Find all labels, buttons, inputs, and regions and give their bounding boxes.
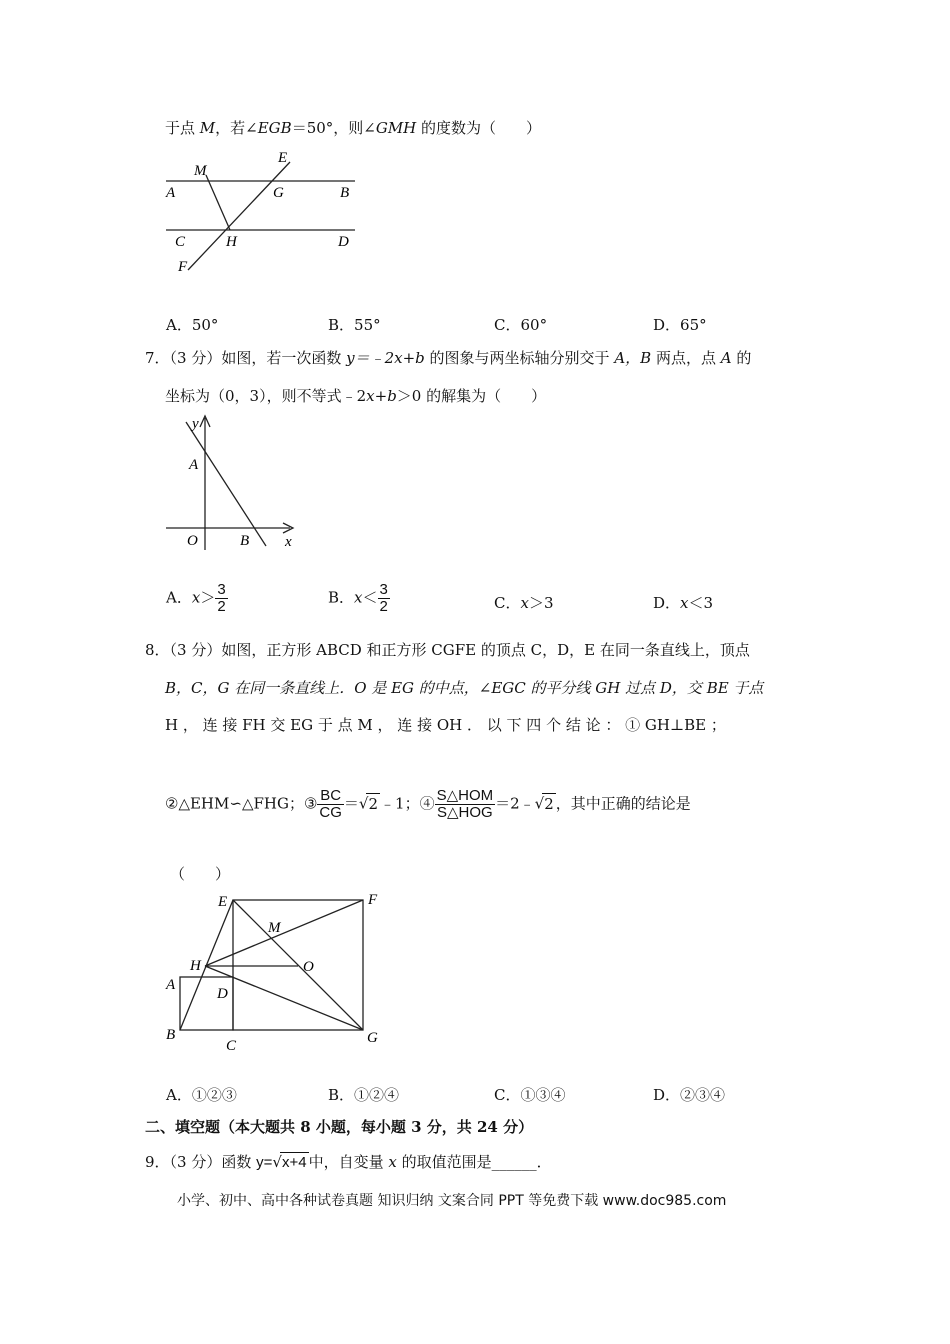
q8-fraction-den: CG — [319, 804, 342, 821]
q6-label-H: H — [226, 234, 237, 250]
q8-label-F: F — [368, 892, 378, 908]
q7-text: 的 — [731, 349, 752, 367]
q7-option-text: ＞3 — [528, 594, 554, 612]
q8-label-G: G — [367, 1030, 378, 1046]
q7-text: ＞0 的解集为（ ） — [396, 387, 547, 405]
q7-text: x — [366, 387, 375, 405]
q7-text: 坐标为（0，3），则不等式﹣2 — [165, 387, 367, 405]
q7-label-x: x — [285, 534, 292, 550]
q7-text: y＝﹣2x+b — [346, 349, 425, 367]
q6-label-B: B — [340, 185, 350, 201]
q6-text: 的度数为（ ） — [416, 119, 542, 137]
q8-answer-paren: （ ） — [170, 865, 231, 883]
q9-text: 的取值范围是 — [396, 1153, 492, 1171]
section-title: 二、填空题（本大题共 8 小题，每小题 3 分，共 24 分） — [145, 1118, 534, 1136]
q8-conclusion-text: ﹣1；④ — [380, 794, 435, 813]
q6-text: GMH — [375, 119, 417, 137]
q7-option-text: B． — [328, 588, 355, 607]
q8-fraction-den: S△HOG — [436, 804, 493, 821]
q8-label-O: O — [303, 959, 314, 975]
q8-stem-line1: 8．（3 分）如图，正方形 ABCD 和正方形 CGFE 的顶点 C，D，E 在同一条直线上，顶点 — [145, 641, 750, 659]
q9-stem — [145, 1152, 552, 1173]
q7-label-y: y — [192, 416, 199, 432]
q7-option-text: D． — [653, 594, 681, 612]
q7-option-text: ＜3 — [688, 594, 714, 612]
q7-option-text: ＜ — [362, 588, 378, 607]
q9-radicand: x+4 — [281, 1154, 307, 1171]
q9-text: ． — [536, 1153, 552, 1171]
q8-radicand: 2 — [368, 794, 379, 813]
sqrt-icon: √ — [358, 794, 369, 813]
q7-text: + — [374, 387, 388, 405]
q7-fraction-den: 2 — [379, 598, 388, 615]
q6-label-F: F — [178, 259, 188, 275]
q6-label-M: M — [194, 163, 207, 179]
q7-option-text: C． — [494, 594, 521, 612]
q7-text: b — [387, 387, 397, 405]
q6-text: ＝50°，则∠ — [291, 119, 376, 137]
q8-label-A: A — [166, 977, 176, 993]
q8-label-E: E — [218, 894, 228, 910]
q7-option-text: A． — [166, 588, 192, 607]
q8-option-b[interactable]: B．①②④ — [328, 1086, 400, 1104]
q6-option-b[interactable]: B．55° — [328, 316, 381, 334]
q7-text: A，B — [614, 349, 652, 367]
q9-text: x — [388, 1153, 397, 1171]
q7-fraction-den: 2 — [217, 598, 226, 615]
q8-label-B: B — [166, 1027, 176, 1043]
sqrt-icon: √ — [534, 794, 545, 813]
q7-option-text: x — [680, 594, 689, 612]
q7-label-O: O — [187, 533, 198, 549]
q8-conclusion-text: ＝ — [343, 794, 359, 813]
q9-text: 9．（3 分）函数 — [145, 1153, 257, 1171]
q6-text: 于点 — [165, 119, 200, 137]
q7-text: A — [720, 349, 732, 367]
q7-fraction-num: 3 — [217, 581, 226, 598]
q9-answer-blank[interactable]: ______ — [491, 1153, 537, 1171]
q6-option-a[interactable]: A．50° — [166, 316, 219, 334]
q7-fraction-num: 3 — [379, 581, 388, 598]
q7-text: 两点，点 — [651, 349, 721, 367]
sqrt-icon: √ — [272, 1153, 282, 1171]
q8-option-d[interactable]: D．②③④ — [653, 1086, 726, 1104]
q7-option-text: x — [191, 588, 201, 607]
q8-radicand: 2 — [544, 794, 554, 813]
q6-option-d[interactable]: D．65° — [653, 316, 707, 334]
q7-option-text: x — [520, 594, 529, 612]
q6-option-c[interactable]: C．60° — [494, 316, 548, 334]
q7-option-text: ＞ — [200, 588, 216, 607]
q8-conclusion-text: ＝2﹣ — [495, 794, 535, 813]
q8-label-H: H — [190, 958, 201, 974]
q6-text: M — [199, 119, 216, 137]
footer-text[interactable]: 小学、初中、高中各种试卷真题 知识归纳 文案合同 PPT 等免费下载 www.doc985.com — [177, 1193, 727, 1209]
q6-text: ，若∠ — [215, 119, 258, 137]
q6-label-E: E — [278, 150, 288, 166]
q9-text: y= — [256, 1154, 273, 1171]
q7-option-text: x — [354, 588, 363, 607]
q8-label-D: D — [217, 986, 228, 1002]
q8-label-M: M — [268, 920, 281, 936]
q6-label-A: A — [166, 185, 176, 201]
q8-fraction-num: BC — [317, 788, 344, 805]
q8-option-c[interactable]: C．①③④ — [494, 1086, 566, 1104]
q7-text: 7．（3 分）如图，若一次函数 — [145, 349, 347, 367]
q7-label-B: B — [240, 533, 250, 549]
q6-label-D: D — [338, 234, 349, 250]
q6-label-C: C — [175, 234, 186, 250]
q8-stem-line3: H ， 连 接 FH 交 EG 于 点 M ， 连 接 OH ． 以 下 四 个 结 论 ： ① GH⊥BE ； — [165, 716, 726, 734]
q8-label-C: C — [226, 1038, 237, 1054]
q7-label-A: A — [189, 457, 199, 473]
q8-conclusion-text: ，其中正确的结论是 — [555, 794, 691, 813]
q6-label-G: G — [273, 185, 284, 201]
q7-text: 的图象与两坐标轴分别交于 — [424, 349, 615, 367]
q8-option-a[interactable]: A．①②③ — [166, 1086, 237, 1104]
q8-conclusion-text: ②△EHM∽△FHG；③ — [165, 794, 318, 813]
q8-fraction-num: S△HOM — [436, 787, 494, 804]
q6-text: EGB — [257, 119, 292, 137]
q9-text: 中，自变量 — [308, 1153, 389, 1171]
q8-stem-line2: B，C，G 在同一条直线上．O 是 EG 的中点，∠EGC 的平分线 GH 过点 D，交 BE 于点 — [165, 679, 764, 697]
